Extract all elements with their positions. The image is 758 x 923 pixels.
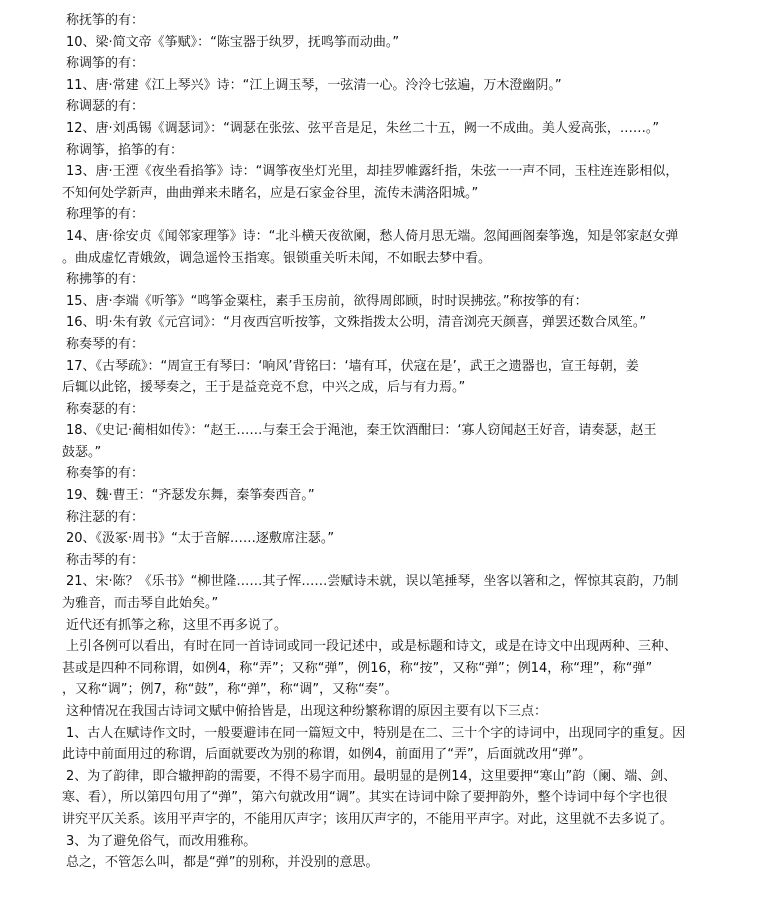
text-line: 17、《古琴疏》：“周宣王有琴曰：‘响风’背铭曰：‘墙有耳，伏寇在是’，武王之遗器也，宣王每朝，姜 bbox=[66, 358, 639, 374]
text-line: 称理筝的有： bbox=[66, 207, 145, 223]
text-line-continuation: 鼓瑟。” bbox=[62, 444, 102, 460]
text-line: 13、唐·王湮《夜坐看掐筝》诗：“调筝夜坐灯光里，却挂罗帷露纤指，朱弦一一声不同，玉柱连连影相似， bbox=[66, 164, 679, 180]
text-line: 称调筝的有： bbox=[66, 56, 145, 72]
text-line: 15、唐·李端《听筝》“鸣筝金粟柱，素手玉房前，欲得周郎顾，时时误拂弦。”称按筝的有： bbox=[66, 293, 588, 309]
text-line: 11、唐·常建《江上琴兴》诗：“江上调玉琴，一弦清一心。泠泠七弦遍，万木澄幽阴。” bbox=[66, 77, 562, 93]
text-line-continuation: ，又称“调”；例7，称“鼓”，称“弹”，称“调”，又称“奏”。 bbox=[62, 682, 398, 698]
text-line-continuation: 甚或是四种不同称谓，如例4，称“弄”；又称“弹”，例16，称“按”，又称“弹”；例14，称“理”，称“弹” bbox=[62, 660, 653, 676]
text-line: 1、古人在赋诗作文时，一般要避讳在同一篇短文中，特别是在二、三十个字的诗词中，出现同字的重复。因 bbox=[66, 725, 686, 741]
text-line: 19、魏·曹王：“齐瑟发东舞，秦筝奏西音。” bbox=[66, 488, 315, 504]
text-line: 3、为了避免俗气，而改用雅称。 bbox=[66, 833, 257, 849]
text-line: 称注瑟的有： bbox=[66, 509, 145, 525]
text-line: 称奏筝的有： bbox=[66, 466, 145, 482]
text-line: 10、梁·简文帝《筝赋》：“陈宝器于纨罗，抚鸣筝而动曲。” bbox=[66, 34, 400, 50]
text-line: 近代还有抓筝之称，这里不再多说了。 bbox=[66, 617, 288, 633]
text-line: 上引各例可以看出，有时在同一首诗词或同一段记述中，或是标题和诗文，或是在诗文中出现两种、三种、 bbox=[66, 639, 678, 655]
text-line: 2、为了韵律，即合辙押韵的需要，不得不易字而用。最明显的是例14，这里要押“寒山”韵（阑、端、剑、 bbox=[66, 768, 677, 784]
text-line: 称调筝，掐筝的有： bbox=[66, 142, 184, 158]
text-line-continuation: 。曲成虚忆青娥敛，调急遥怜玉指寒。银锁重关听未闻，不如眠去梦中看。 bbox=[62, 250, 492, 266]
text-line-continuation: 此诗中前面用过的称谓，后面就要改为别的称谓，如例4，前面用了“弄”，后面就改用“弹”。 bbox=[62, 747, 592, 763]
text-line: 12、唐·刘禹锡《调瑟词》：“调瑟在张弦、弦平音是足，朱丝二十五，阙一不成曲。美人爱高张，……。” bbox=[66, 120, 660, 136]
text-line: 称击琴的有： bbox=[66, 552, 145, 568]
text-line: 称奏琴的有： bbox=[66, 336, 145, 352]
text-line: 称抚筝的有： bbox=[66, 13, 145, 28]
text-line: 20、《汲冢·周书》“太于音解……逐敷席注瑟。” bbox=[66, 531, 335, 547]
text-line-continuation: 讲究平仄关系。该用平声字的，不能用仄声字；该用仄声字的，不能用平声字。对此，这里就不去多说了。 bbox=[62, 811, 674, 827]
text-line-continuation: 后辄以此铭，援琴奏之，王于是益竞竞不怠，中兴之成，后与有力焉。” bbox=[62, 380, 466, 396]
text-line: 18、《史记·蔺相如传》：“赵王……与秦王会于渑池，秦王饮酒酣曰：‘寡人窃闻赵王好音，请奏瑟，赵王 bbox=[66, 423, 657, 439]
text-line: 称调瑟的有： bbox=[66, 99, 145, 115]
text-line: 16、明·朱有敦《元宫词》：“月夜西宫听按筝，文殊指拨太公明，清音浏亮天颜喜，弹罢还数合凤笙。” bbox=[66, 315, 647, 331]
text-line-continuation: 为雅音，而击琴自此始矣。” bbox=[62, 596, 219, 612]
text-line: 称奏瑟的有： bbox=[66, 401, 145, 417]
text-line: 这种情况在我国古诗词文赋中俯拾皆是，出现这种纷繁称谓的原因主要有以下三点： bbox=[66, 704, 548, 719]
text-line: 14、唐·徐安贞《闻邻家理筝》诗：“北斗横天夜欲阑，愁人倚月思无端。忽闻画阁秦筝逸，知是邻家赵女弹 bbox=[66, 228, 679, 244]
text-line-continuation: 寒、看），所以第四句用了“弹”，第六句就改用“调”。其实在诗词中除了要押韵外，整个诗词中每个字也很 bbox=[62, 790, 668, 806]
text-line: 称拂筝的有： bbox=[66, 272, 145, 288]
text-line: 21、宋·陈？《乐书》“柳世隆……其子恽……尝赋诗未就，误以笔捶琴，坐客以箸和之，恽惊其哀韵，乃制 bbox=[66, 574, 679, 590]
text-line: 总之，不管怎么叫，都是“弹”的别称，并没别的意思。 bbox=[66, 855, 379, 871]
text-line-continuation: 不知何处学新声，曲曲弹来未睹名，应是石家金谷里，流传未满洛阳城。” bbox=[62, 185, 479, 201]
